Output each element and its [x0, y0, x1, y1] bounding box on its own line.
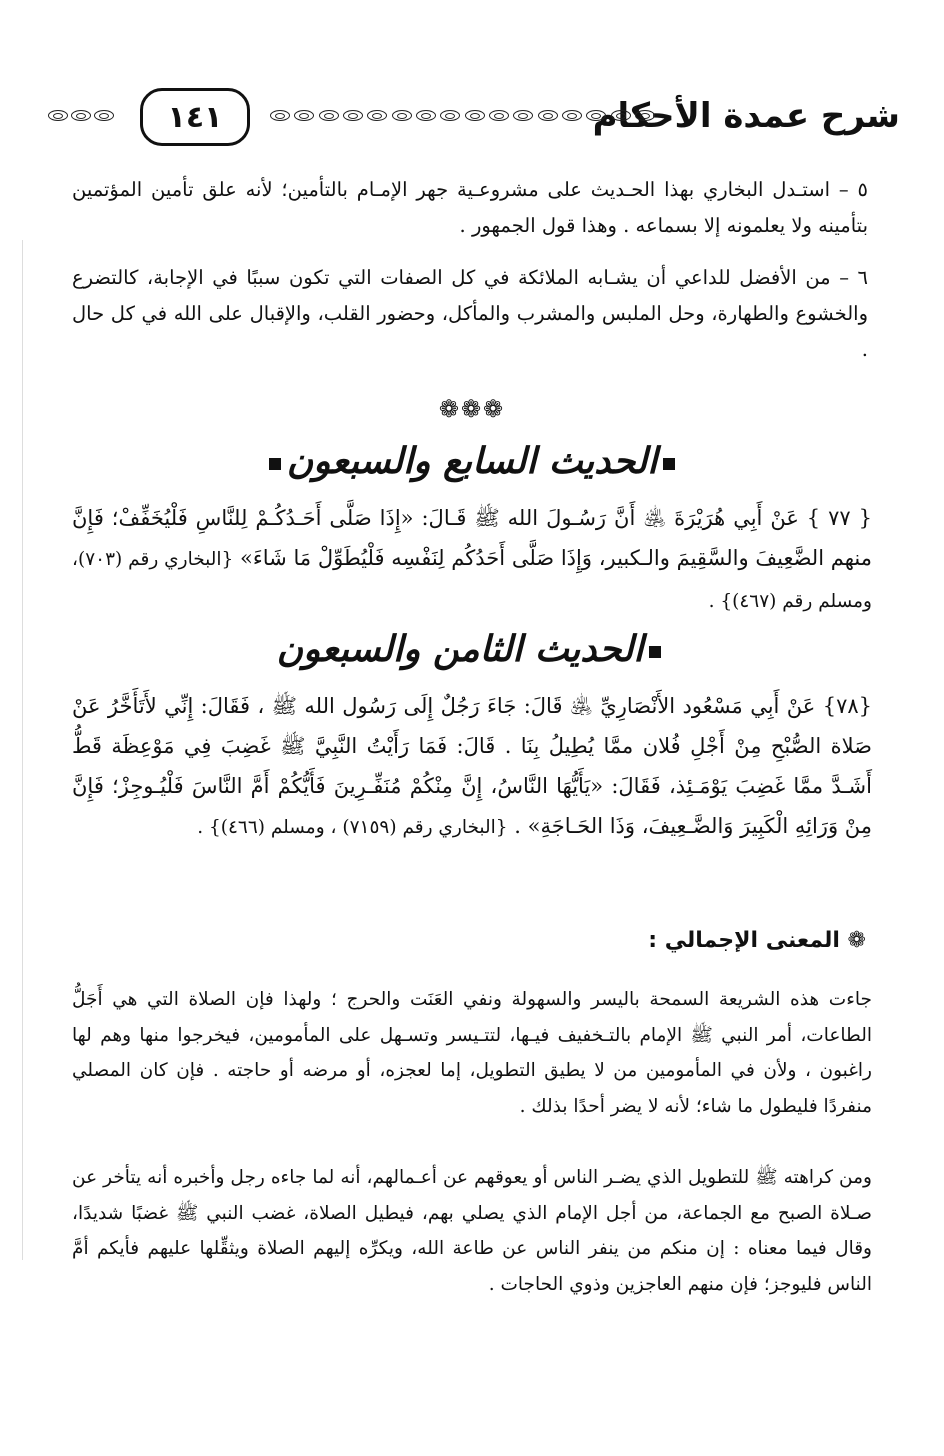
divider-ornament: ❁❁❁ — [438, 395, 506, 423]
hadith-text-block — [72, 686, 872, 848]
ornament-oval — [562, 110, 582, 121]
page-header — [40, 88, 900, 158]
square-bullet-icon — [649, 646, 661, 658]
note-item — [72, 172, 868, 244]
page-number: ١٤١ — [140, 88, 250, 146]
hadith-heading-text: الحديث الثامن والسبعون — [276, 628, 644, 670]
note-text: استـدل البخاري بهذا الحـديث على مشروعـية جهر الإمـام بالتأمين؛ لأنه علق تأمين المؤتمين بتأمينه ولا يعلمونه إلا بسماعه . وهذا قول الجمهور . — [72, 178, 868, 237]
ornament-oval — [319, 110, 339, 121]
hadith-text: {٧٨} عَنْ أَبِي مَسْعُود الأَنْصَارِيِّ ﵁ قَالَ: جَاءَ رَجُلٌ إِلَى رَسُول الله ﷺ ، فَقَالَ: إِنِّي لأَتَأَخَّرُ عَنْ صَلاة الصُّبْحِ مِنْ أَجْلِ فُلان ممَّا يُطِيلُ بِنَا . قَالَ: فَمَا رَأَيْتُ النَّبِيَّ ﷺ غَضِبَ فِي مَوْعِظَة قَطُّ أَشَـدَّ ممَّا غَضِبَ يَوْمَـئِذ، فَقَالَ: «يَأَيُّهَا النَّاسُ، إِنَّ مِنْكُمْ مُنَفِّـرِينَ فَأَيُّكُمْ أَمَّ النَّاسَ فَلْيُـوجِزْ؛ فَإِنَّ مِنْ وَرَائِهِ الْكَبِيرَ وَالضَّـعِيفَ، وَذَا الحَـاجَةِ» . — [72, 694, 872, 838]
hadith-heading-text: الحديث السابع والسبعون — [286, 440, 658, 482]
explanation-paragraph: جاءت هذه الشريعة السمحة باليسر والسهولة ونفي العَنَت والحرج ؛ ولهذا فإن الصلاة التي هي أَجَلُّ الطاعات، أمر النبي ﷺ الإمام بالتـخفيف فيـها، لتتـيسر وتسـهل على المأمومين، فيخرجوا منها وهم لها راغبون ، ولأن في المأمومين من لا يطيق التطويل، إما لعجزه، أو مرضه أو حاجته . فإن كان المصلي منفردًا فليطول ما شاء؛ لأنه لا يضر أحدًا بذلك . — [72, 989, 872, 1117]
section-heading: ❁ المعنى الإجمالي : — [648, 928, 866, 953]
ornament-oval — [270, 110, 290, 121]
note-item — [72, 260, 868, 368]
ornament-oval — [48, 110, 68, 121]
ornament-oval — [586, 110, 606, 121]
ornament-oval — [538, 110, 558, 121]
ornament-oval — [94, 110, 114, 121]
ornament-oval — [611, 110, 631, 121]
hadith-heading — [0, 628, 944, 670]
ornament-oval — [489, 110, 509, 121]
hadith-reference: {البخاري رقم (٧١٥٩) ، ومسلم (٤٦٦)} . — [197, 817, 508, 838]
book-title: شرح عمدة الأحكام — [592, 96, 900, 136]
header-ornament-short — [48, 110, 114, 124]
ornament-oval — [440, 110, 460, 121]
note-number: ٥ – — [838, 178, 869, 201]
ornament-oval — [294, 110, 314, 121]
ornament-oval — [367, 110, 387, 121]
header-ornament-long — [270, 110, 655, 124]
hadith-text: { ٧٧ } عَنْ أَبِي هُرَيْرَةَ ﵁ أَنَّ رَسُـولَ الله ﷺ قَـالَ: «إِذَا صَلَّى أَحَـدُكُـمْ لِلنَّاسِ فَلْيُخَفِّفْ؛ فَإِنَّ منهم الضَّعِيفَ والسَّقِيمَ والـكبير، وَإِذَا صَلَّى أَحَدُكُم لِنَفْسِه فَلْيُطَوِّلْ مَا شَاءَ» — [72, 506, 873, 570]
hadith-text-block — [72, 498, 872, 622]
square-bullet-icon — [269, 458, 281, 470]
ornament-oval — [392, 110, 412, 121]
hadith-heading — [0, 440, 944, 482]
note-number: ٦ – — [839, 266, 868, 289]
ornament-oval — [416, 110, 436, 121]
hadith-reference: {البخاري رقم (٧٠٣)، ومسلم رقم (٤٦٧)} . — [72, 549, 872, 612]
explanation-paragraph: ومن كراهته ﷺ للتطويل الذي يضـر الناس أو يعوقهم عن أعـمالهم، أنه لما جاءه رجل وأخبره أنه يتأخر عن صـلاة الصبح مع الجماعة، من أجل الإمام الذي يصلي بهم، فيطيل الصلاة، غضب النبي ﷺ غضبًا شديدًا، وقال فيما معناه : إن منكم من ينفر الناس عن طاعة الله، ويكرِّه إليهم الصلاة ويثقِّلها عليهم فأيكم أمَّ الناس فليوجز؛ فإن منهم العاجزين وذوي الحاجات . — [72, 1167, 872, 1295]
ornament-oval — [635, 110, 655, 121]
ornament-oval — [513, 110, 533, 121]
square-bullet-icon — [663, 458, 675, 470]
ornament-oval — [465, 110, 485, 121]
ornament-oval — [343, 110, 363, 121]
page-edge-line — [22, 240, 23, 1260]
note-text: من الأفضل للداعي أن يشـابه الملائكة في كل الصفات التي تكون سببًا في الإجابة، كالتضرع والخشوع والطهارة، وحل الملبس والمشرب والمأكل، وحضور القلب، والإقبال على الله في كل حال . — [72, 266, 868, 361]
ornament-oval — [71, 110, 91, 121]
